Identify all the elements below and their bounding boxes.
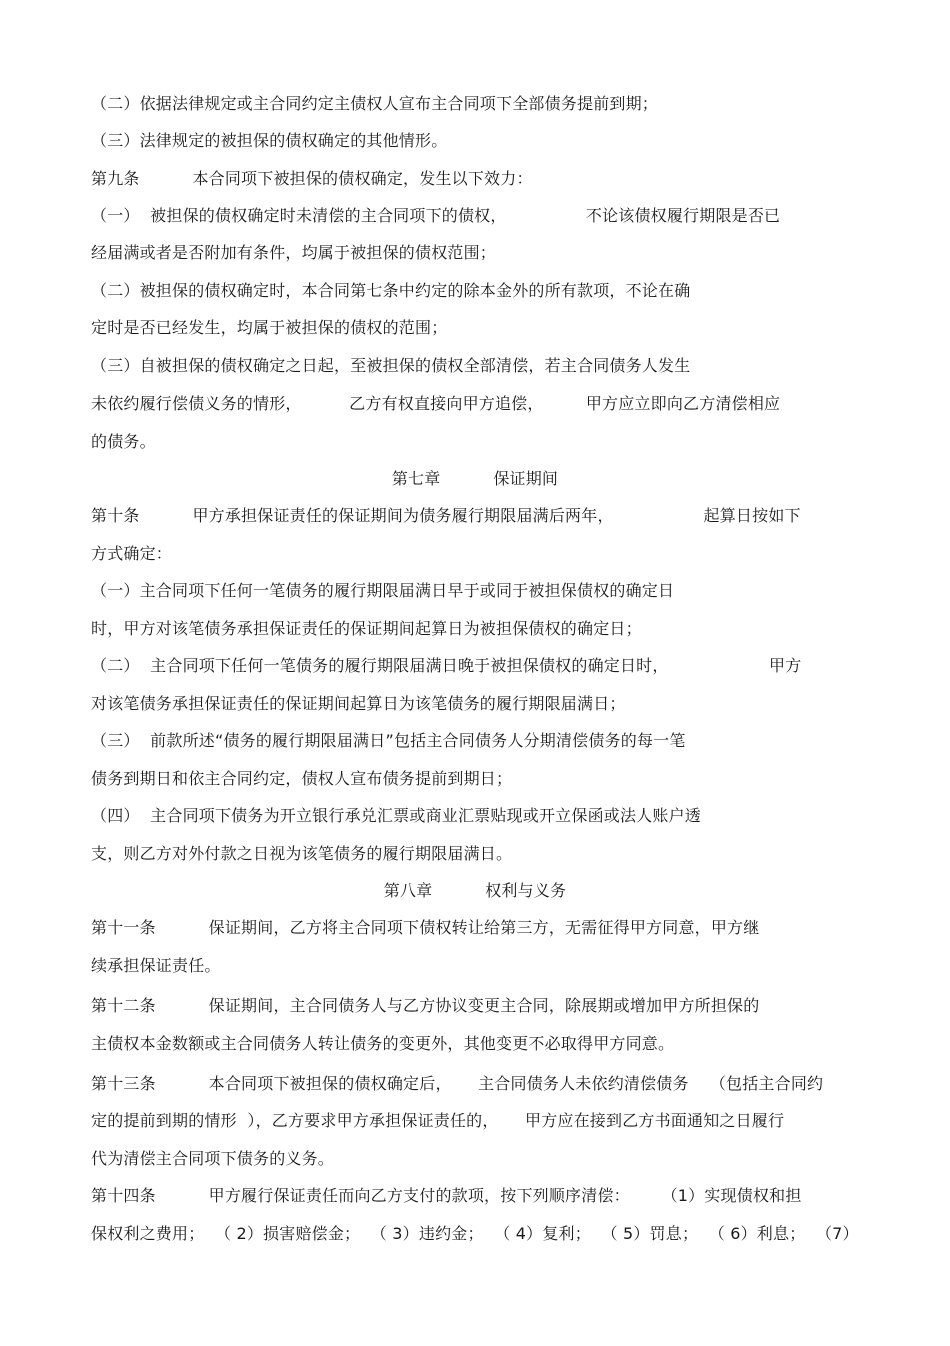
text-line: 定时是否已经发生，均属于被担保的债权的范围； xyxy=(91,318,448,337)
text-line: （二）被担保的债权确定时，本合同第七条中约定的除本金外的所有款项，不论在确 xyxy=(91,281,691,300)
chapter-heading: 第八章 权利与义务 xyxy=(383,881,567,900)
text-line: （三）自被担保的债权确定之日起，至被担保的债权全部清偿，若主合同债务人发生 xyxy=(91,356,691,375)
text-line: 方式确定： xyxy=(91,544,173,563)
text-line: 定的提前到期的情形 ），乙方要求甲方承担保证责任的， 甲方应在接到乙方书面通知之日履行 xyxy=(91,1111,785,1130)
article-heading: 第十二条 保证期间，主合同债务人与乙方协议变更主合同，除展期或增加甲方所担保的 xyxy=(91,996,760,1015)
text-line: 支，则乙方对外付款之日视为该笔债务的履行期限届满日。 xyxy=(91,844,513,863)
text-line: （二）依据法律规定或主合同约定主债权人宣布主合同项下全部债务提前到期； xyxy=(91,94,659,113)
text-line: 主债权本金数额或主合同债务人转让债务的变更外，其他变更不必取得甲方同意。 xyxy=(91,1034,675,1053)
article-heading: 第十条 甲方承担保证责任的保证期间为债务履行期限届满后两年， 起算日按如下 xyxy=(91,506,801,525)
article-heading: 第十四条 甲方履行保证责任而向乙方支付的款项，按下列顺序清偿： （1）实现债权和担 xyxy=(91,1186,802,1205)
chapter-heading: 第七章 保证期间 xyxy=(391,469,559,488)
text-line: 债务到期日和依主合同约定，债权人宣布债务提前到期日； xyxy=(91,769,513,788)
article-heading: 第九条 本合同项下被担保的债权确定，发生以下效力： xyxy=(91,169,533,188)
text-line: （四） 主合同项下债务为开立银行承兑汇票或商业汇票贴现或开立保函或法人账户透 xyxy=(91,806,701,825)
text-line: 对该笔债务承担保证责任的保证期间起算日为该笔债务的履行期限届满日； xyxy=(91,694,626,713)
text-line: （一）主合同项下任何一笔债务的履行期限届满日早于或同于被担保债权的确定日 xyxy=(91,581,675,600)
text-line: 保权利之费用； （ 2）损害赔偿金； （ 3）违约金； （ 4）复利； （ 5）罚息； （ 6）利息； （7） xyxy=(91,1224,859,1243)
text-line: 代为清偿主合同项下债务的义务。 xyxy=(91,1149,335,1168)
text-line: 经届满或者是否附加有条件，均属于被担保的债权范围； xyxy=(91,243,497,262)
text-line: 续承担保证责任。 xyxy=(91,956,221,975)
text-line: 时，甲方对该笔债务承担保证责任的保证期间起算日为被担保债权的确定日； xyxy=(91,619,642,638)
text-line: 未依约履行偿债义务的情形， 乙方有权直接向甲方追偿， 甲方应立即向乙方清偿相应 xyxy=(91,394,781,413)
text-line: （三）法律规定的被担保的债权确定的其他情形。 xyxy=(91,131,448,150)
text-line: （二） 主合同项下任何一笔债务的履行期限届满日晚于被担保债权的确定日时， 甲方 xyxy=(91,656,802,675)
article-heading: 第十三条 本合同项下被担保的债权确定后， 主合同债务人未依约清偿债务 （包括主合同约 xyxy=(91,1074,824,1093)
text-line: （一） 被担保的债权确定时未清偿的主合同项下的债权， 不论该债权履行期限是否已 xyxy=(91,206,781,225)
text-line: （三） 前款所述“债务的履行期限届满日”包括主合同债务人分期清偿债务的每一笔 xyxy=(91,731,686,750)
text-line: 的债务。 xyxy=(91,432,156,451)
article-heading: 第十一条 保证期间，乙方将主合同项下债权转让给第三方，无需征得甲方同意，甲方继 xyxy=(91,918,760,937)
